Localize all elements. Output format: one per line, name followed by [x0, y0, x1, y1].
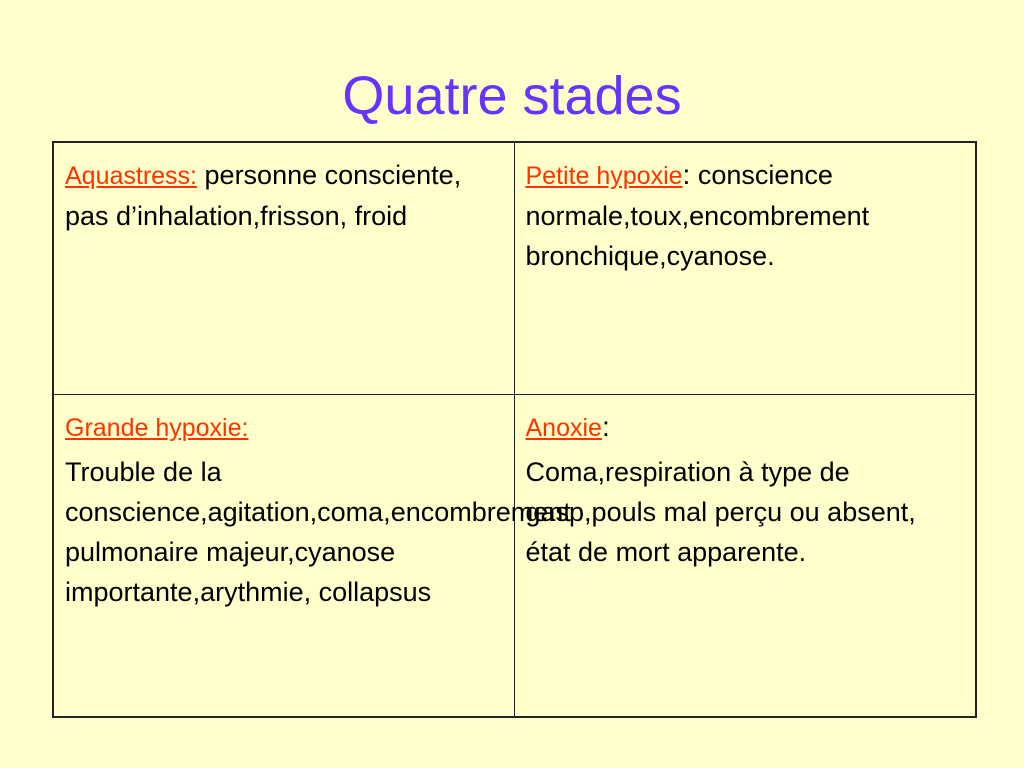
stage-cell-anoxie — [514, 394, 976, 717]
stage-name: Anoxie — [525, 413, 602, 442]
table-row — [53, 142, 976, 394]
stage-name: Grande hypoxie: — [65, 413, 249, 442]
stage-name: Petite hypoxie — [525, 162, 683, 190]
stage-cell-petite-hypoxie — [514, 142, 976, 394]
stages-table — [52, 141, 977, 718]
stage-description: personne consciente, pas d’inhalation,frisson, froid — [65, 160, 462, 231]
stage-colon: : — [682, 159, 691, 190]
slide-title: Quatre stades — [342, 66, 682, 126]
stage-description: Trouble de la conscience,agitation,coma,encombrement pulmonaire majeur,cyanose importante,arythmie, collapsus — [65, 456, 571, 607]
stage-name: Aquastress: — [65, 162, 198, 190]
stage-description: conscience normale,toux,encombrement bronchique,cyanose. — [525, 160, 870, 271]
stage-colon: : — [601, 410, 610, 442]
table-row — [53, 394, 976, 717]
stage-description: Coma,respiration à type de gasp,pouls mal perçu ou absent, état de mort apparente. — [525, 456, 916, 567]
stage-cell-aquastress — [53, 142, 514, 394]
